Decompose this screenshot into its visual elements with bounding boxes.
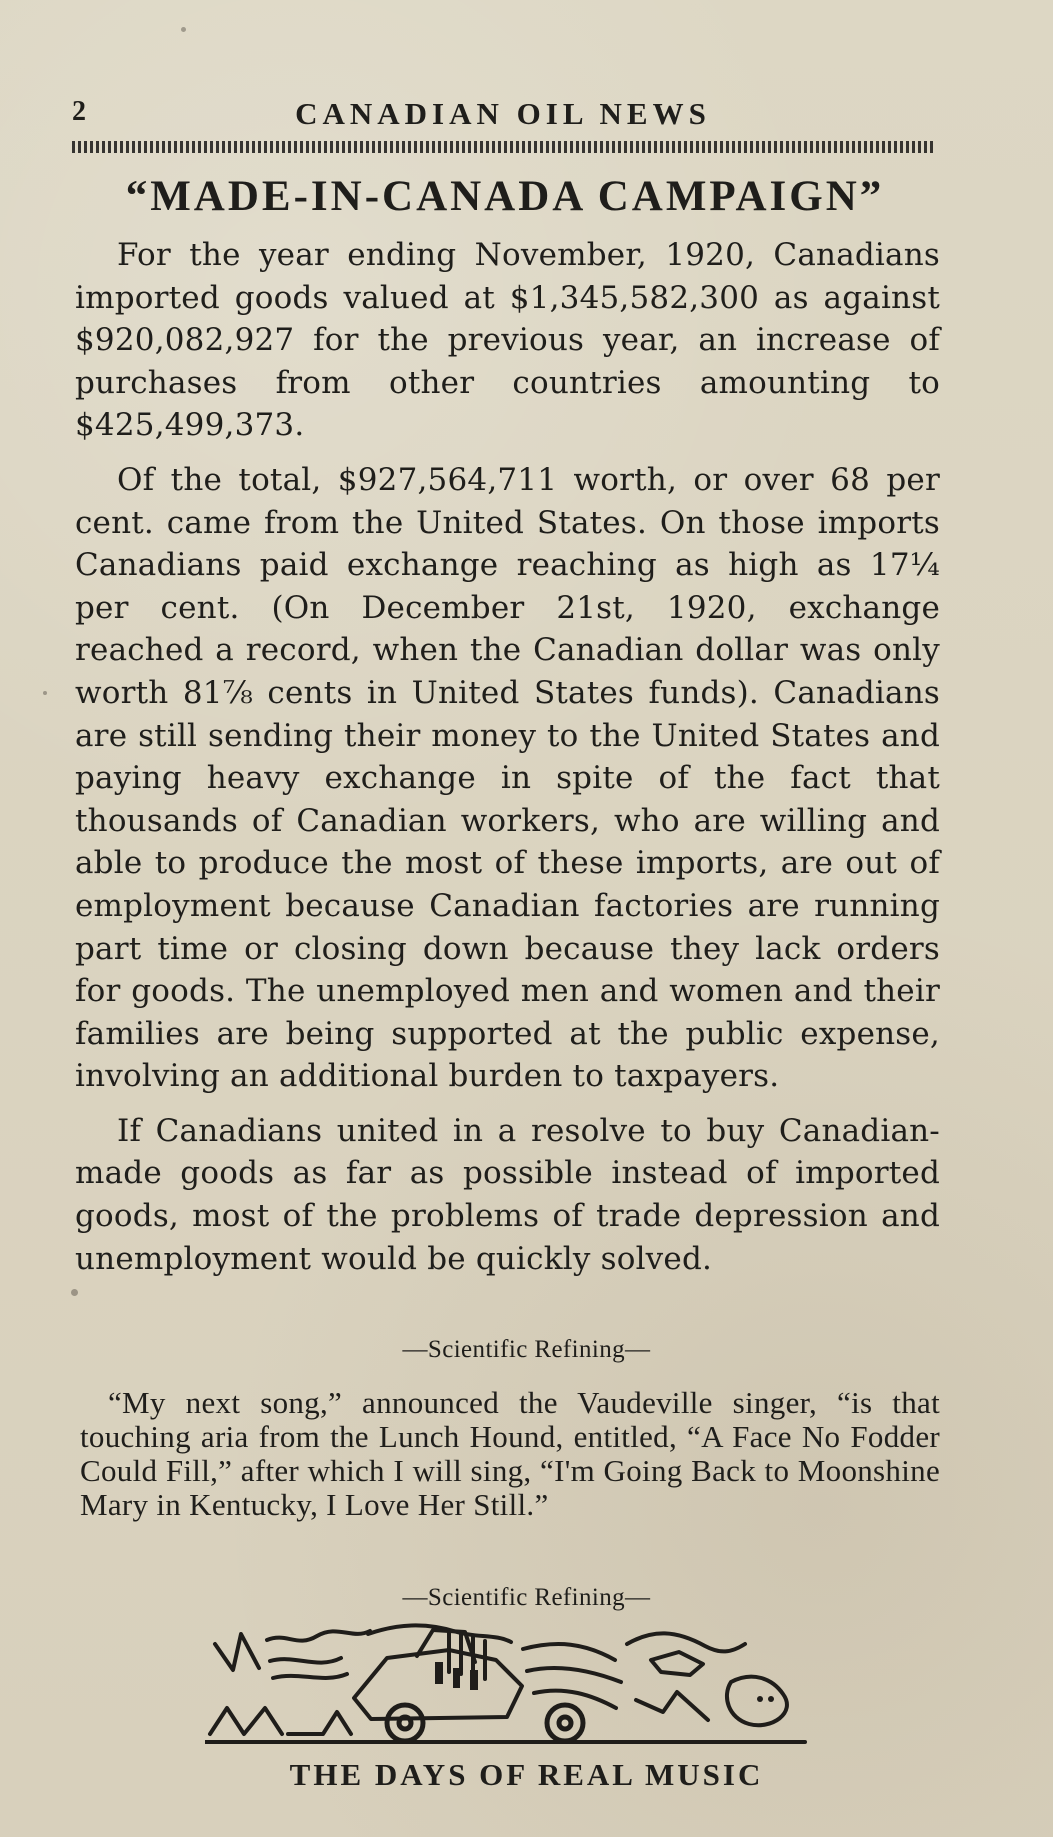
page-number: 2 bbox=[72, 96, 87, 127]
running-title: CANADIAN OIL NEWS bbox=[295, 96, 711, 131]
illustration-caption: THE DAYS OF REAL MUSIC bbox=[289, 1757, 764, 1792]
article-body bbox=[75, 234, 940, 1292]
header-rule bbox=[72, 141, 935, 153]
article-headline: “MADE-IN-CANADA CAMPAIGN” bbox=[125, 173, 885, 220]
article-paragraph: For the year ending November, 1920, Canadians imported goods valued at $1,345,582,300 as against $920,082,927 for the previous year, an increase of purchases from other countries amounting to $425,499,373. bbox=[75, 237, 940, 444]
article-paragraph: Of the total, $927,564,711 worth, or over 68 per cent. came from the United States. On those imports Canadians paid exchange reaching as high as 17¼ per cent. (On December 21st, 1920, exchange reached a record, when the Canadian dollar was only worth 81⅞ cents in United States funds). Canadians are still sending their money to the United States and paying heavy exchange in spite of the fact that thousands of Canadian workers, who are willing and able to produce the most of these imports, are out of employment because Canadian factories are running part time or closing down because they lack orders for goods. The unemployed men and women and their families are being supported at the public expense, involving an additional burden to taxpayers. bbox=[75, 461, 940, 1095]
separator-scientific-refining-second: —Scientific Refining— bbox=[402, 1584, 651, 1611]
article-paragraph: If Canadians united in a resolve to buy Canadian-made goods as far as possible instead of imported goods, most of the problems of trade depression and unemployment would be quickly solved. bbox=[75, 1112, 940, 1277]
vintage-car-illustration-icon bbox=[205, 1616, 825, 1756]
page-header bbox=[70, 96, 936, 130]
vaudeville-joke bbox=[80, 1386, 940, 1522]
joke-text: “My next song,” announced the Vaudeville singer, “is that touching aria from the Lunch Hound, entitled, “A Face No Fodder Could Fill,” after which I will sing, “I'm Going Back to Moonshine Mary in Kentucky, I Love Her Still.” bbox=[80, 1385, 940, 1522]
separator-scientific-refining: —Scientific Refining— bbox=[402, 1336, 651, 1363]
vintage-car-drawing bbox=[205, 1616, 825, 1756]
